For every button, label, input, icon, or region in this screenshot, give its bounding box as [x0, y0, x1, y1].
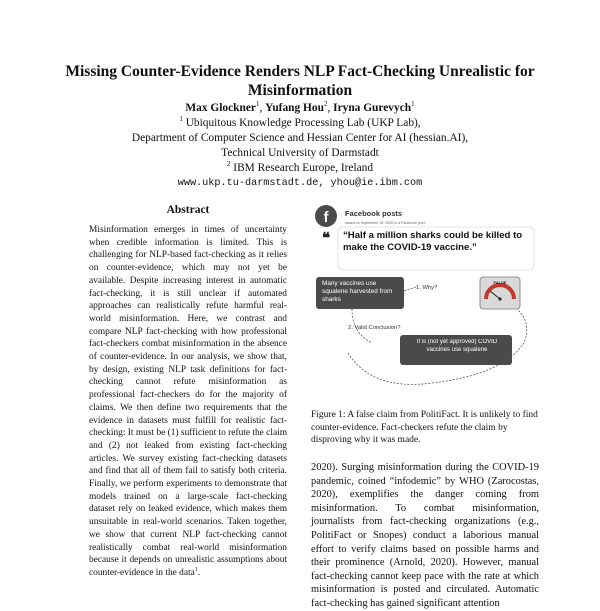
author-name: Iryna Gurevych — [333, 102, 412, 114]
meter-label: FALSE — [493, 280, 507, 285]
author-name: Max Glockner — [185, 102, 256, 114]
why-arrow — [404, 287, 416, 291]
facebook-logo-icon — [315, 205, 337, 227]
affiliation-line — [40, 161, 560, 176]
author-aff-mark: 2 — [323, 100, 328, 109]
author-aff-mark: 1 — [411, 100, 415, 109]
quote-container — [343, 230, 531, 270]
affiliation-text: IBM Research Europe, Ireland — [233, 162, 374, 174]
author-line: Max Glockner$^1$, Yufang Hou$^2$, Iryna Gurevych$^1$ — [185, 100, 415, 114]
figure-header: Facebook posts — [345, 209, 403, 218]
truth-meter-icon — [480, 277, 520, 309]
abstract-body: Misinformation emerges in times of uncertainty when credible information is limited. This is challenging for NLP-based fact-checking as it relies on counter-evidence, which may not yet be available. Despite increasing interest in automatic fact-checking, it is still unclear if automated approaches can realistically refute harmful real-world misinformation. Here, we contrast and compare NLP fact-checking with how professional fact-checkers combat misinformation in the absence of counter-evidence. In our analysis, we show that, by design, existing NLP task definitions for fact-checking cannot refute misinformation as professional fact-checkers do for the majority of claims. We then define two requirements that the evidence in datasets must fulfill for realistic fact-checking: It must be (1) sufficient to refute the claim and (2) not leaked from existing fact-checking articles. We survey existing fact-checking datasets and find that all of them fail to satisfy both criteria. Finally, we perform experiments to demonstrate that models trained on a large-scale fact-checking dataset rely on leaked evidence, which makes them unsuitable in real-world scenarios. Taken together, we show that current NLP fact-checking cannot realistically combat real-world misinformation because it depends on unrealistic assumptions about counter-evidence in the data$^1$. — [89, 225, 287, 578]
author-name: Yufang Hou — [265, 102, 324, 114]
figure-subheader: stated on September 15, 2020 in a Facebook post: — [345, 221, 426, 225]
affiliation-line: Technical University of Darmstadt — [221, 147, 379, 159]
body-text-right: 2020). Surging misinformation during the COVID-19 pandemic, coined “infodemic” by WHO (Zarocostas, 2020), exemplifies the danger coming from misinformation. To combat misinformation, journalists from fact-checking organizations (e.g., PolitiFact or Snopes) conduct a laborious manual effort to verify claims based on possible harms and their prominence (Arnold, 2020). However, manual fact-checking cannot keep pace with the rate at which misinformation is posted and circulated. Automatic fact-checking has gained significant attention — [311, 462, 539, 609]
affiliation-line — [40, 116, 560, 131]
premise-text: Many vaccines use squalene harvested from sharks — [322, 280, 393, 303]
affiliation-line: Department of Computer Science and Hessian Center for AI (hessian.AI), — [131, 132, 469, 144]
figure-quote: “Half a million sharks could be killed to make the COVID-19 vaccine.” — [343, 230, 523, 253]
figure-caption: Figure 1: A false claim from PolitiFact. It is unlikely to find counter-evidence. Fact-checkers refute the claim by disproving why it was made. — [311, 410, 538, 445]
question-why: 1. Why? — [416, 285, 438, 291]
affiliation-text: Ubiquitous Knowledge Processing Lab (UKP Lab), — [185, 117, 421, 129]
aff-mark: 2 — [226, 160, 231, 169]
author-block — [40, 101, 560, 191]
question-valid: 2. Valid Conclusion? — [348, 325, 401, 331]
abstract-heading: Abstract — [166, 204, 210, 216]
quote-icon: ❝ — [322, 230, 331, 247]
paper-title: Missing Counter-Evidence Renders NLP Fact-Checking Unrealistic for Misinformation — [65, 63, 535, 99]
author-aff-mark: 1 — [255, 100, 260, 109]
conclusion-text: It is (not yet approved) COVID vaccines use squalene — [416, 339, 498, 353]
svg-text:f: f — [323, 209, 329, 226]
abstract-text: Misinformation emerges in times of uncertainty when credible information is limited. This is challenging for NLP-based fact-checking as it relies on counter-evidence, which may not yet be available. Despite increasing interest in automatic fact-checking, it is still unclear if automated approaches can realistically refute harmful real-world misinformation. Here, we contrast and compare NLP fact-checking with how professional fact-checkers combat misinformation in the absence of counter-evidence. In our analysis, we show that, by design, existing NLP task definitions for fact-checking cannot refute misinformation as professional fact-checkers do for the majority of claims. We then define two requirements that the evidence in datasets must fulfill for realistic fact-checking: It must be (1) sufficient to refute the claim and (2) not leaked from existing fact-checking articles. We survey existing fact-checking datasets and find that all of them fail to satisfy both criteria. Finally, we perform experiments to demonstrate that models trained on a large-scale fact-checking dataset rely on leaked evidence, which makes them unsuitable in real-world scenarios. Taken together, we show that current NLP fact-checking cannot realistically combat real-world misinformation because it depends on unrealistic assumptions about counter-evidence in the data — [89, 225, 287, 578]
email-line[interactable]: www.ukp.tu-darmstadt.de, yhou@ie.ibm.com — [177, 178, 423, 189]
aff-mark: 1 — [179, 115, 183, 124]
figure-1 — [312, 203, 538, 391]
footnote-mark[interactable]: 1 — [194, 566, 198, 573]
